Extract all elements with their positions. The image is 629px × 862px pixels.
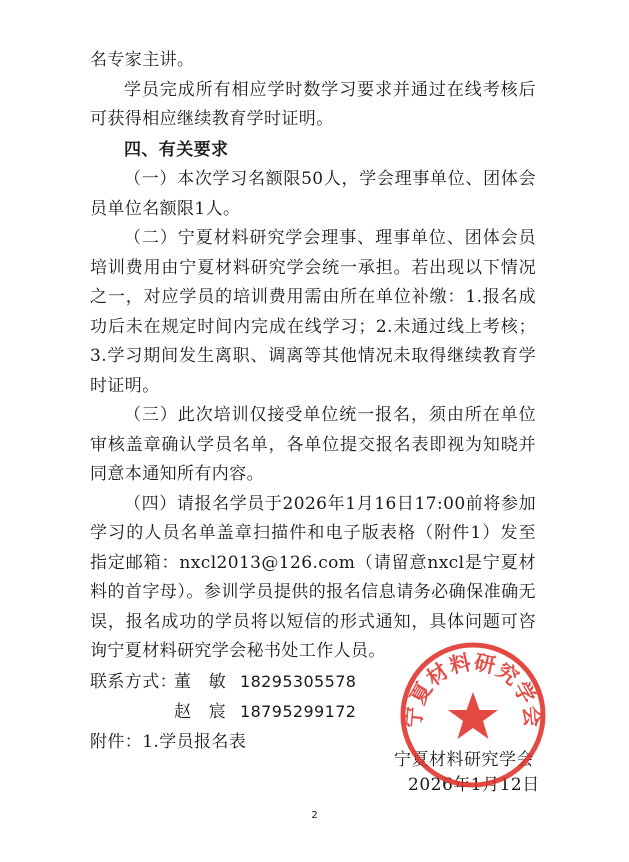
official-seal [398,640,548,790]
signature-date: 2026年1月12日 [408,775,540,795]
contact-name-1: 董 敏 [174,671,227,692]
paragraph-certificate: 学员完成所有相应学时数学习要求并通过在线考核后可获得相应继续教育学时证明。 [90,79,536,129]
requirement-2: （二）宁夏材料研究学会理事、理事单位、团体会员培训费用由宁夏材料研究学会统一承担。若出现以下情况之一，对应学员的培训费用需由所在单位补缴：1.报名成功后未在规定时间内完成在线学习；2.未通过线上考核；3.学习期间发生离职、调离等其他情况未取得继续教育学时证明。 [90,228,536,396]
section-heading: 四、有关要求 [124,139,229,160]
requirement-1: （一）本次学习名额限50人，学会理事单位、团体会员单位名额限1人。 [90,169,536,219]
attachment-line: 附件：1.学员报名表 [90,731,247,752]
requirement-4: （四）请报名学员于2026年1月16日17:00前将参加学习的人员名单盖章扫描件和电子版表格（附件1）发至指定邮箱：nxcl2013@126.com（请留意nxcl是宁夏材料的首字母）。参训学员提供的报名信息请务必确保准确无误，报名成功的学员将以短信的形式通知，具体问题可咨询宁夏材料研究学会秘书处工作人员。 [90,493,536,661]
signature-organization: 宁夏材料研究学会 [394,750,534,770]
page-number: 2 [311,810,318,821]
seal-text-path: 宁夏材料研究学会 [401,650,545,729]
star-icon [448,692,498,739]
contact-phone-1: 18295305578 [240,671,357,691]
contact-label: 联系方式： [90,671,177,692]
contact-name-2: 赵 宸 [174,702,227,722]
contact-phone-2: 18795299172 [240,702,357,721]
requirement-3: （三）此次培训仅接受单位统一报名，须由所在单位审核盖章确认学员名单，各单位提交报名表即视为知晓并同意本通知所有内容。 [90,405,536,484]
paragraph-continuation: 名专家主讲。 [90,50,195,70]
